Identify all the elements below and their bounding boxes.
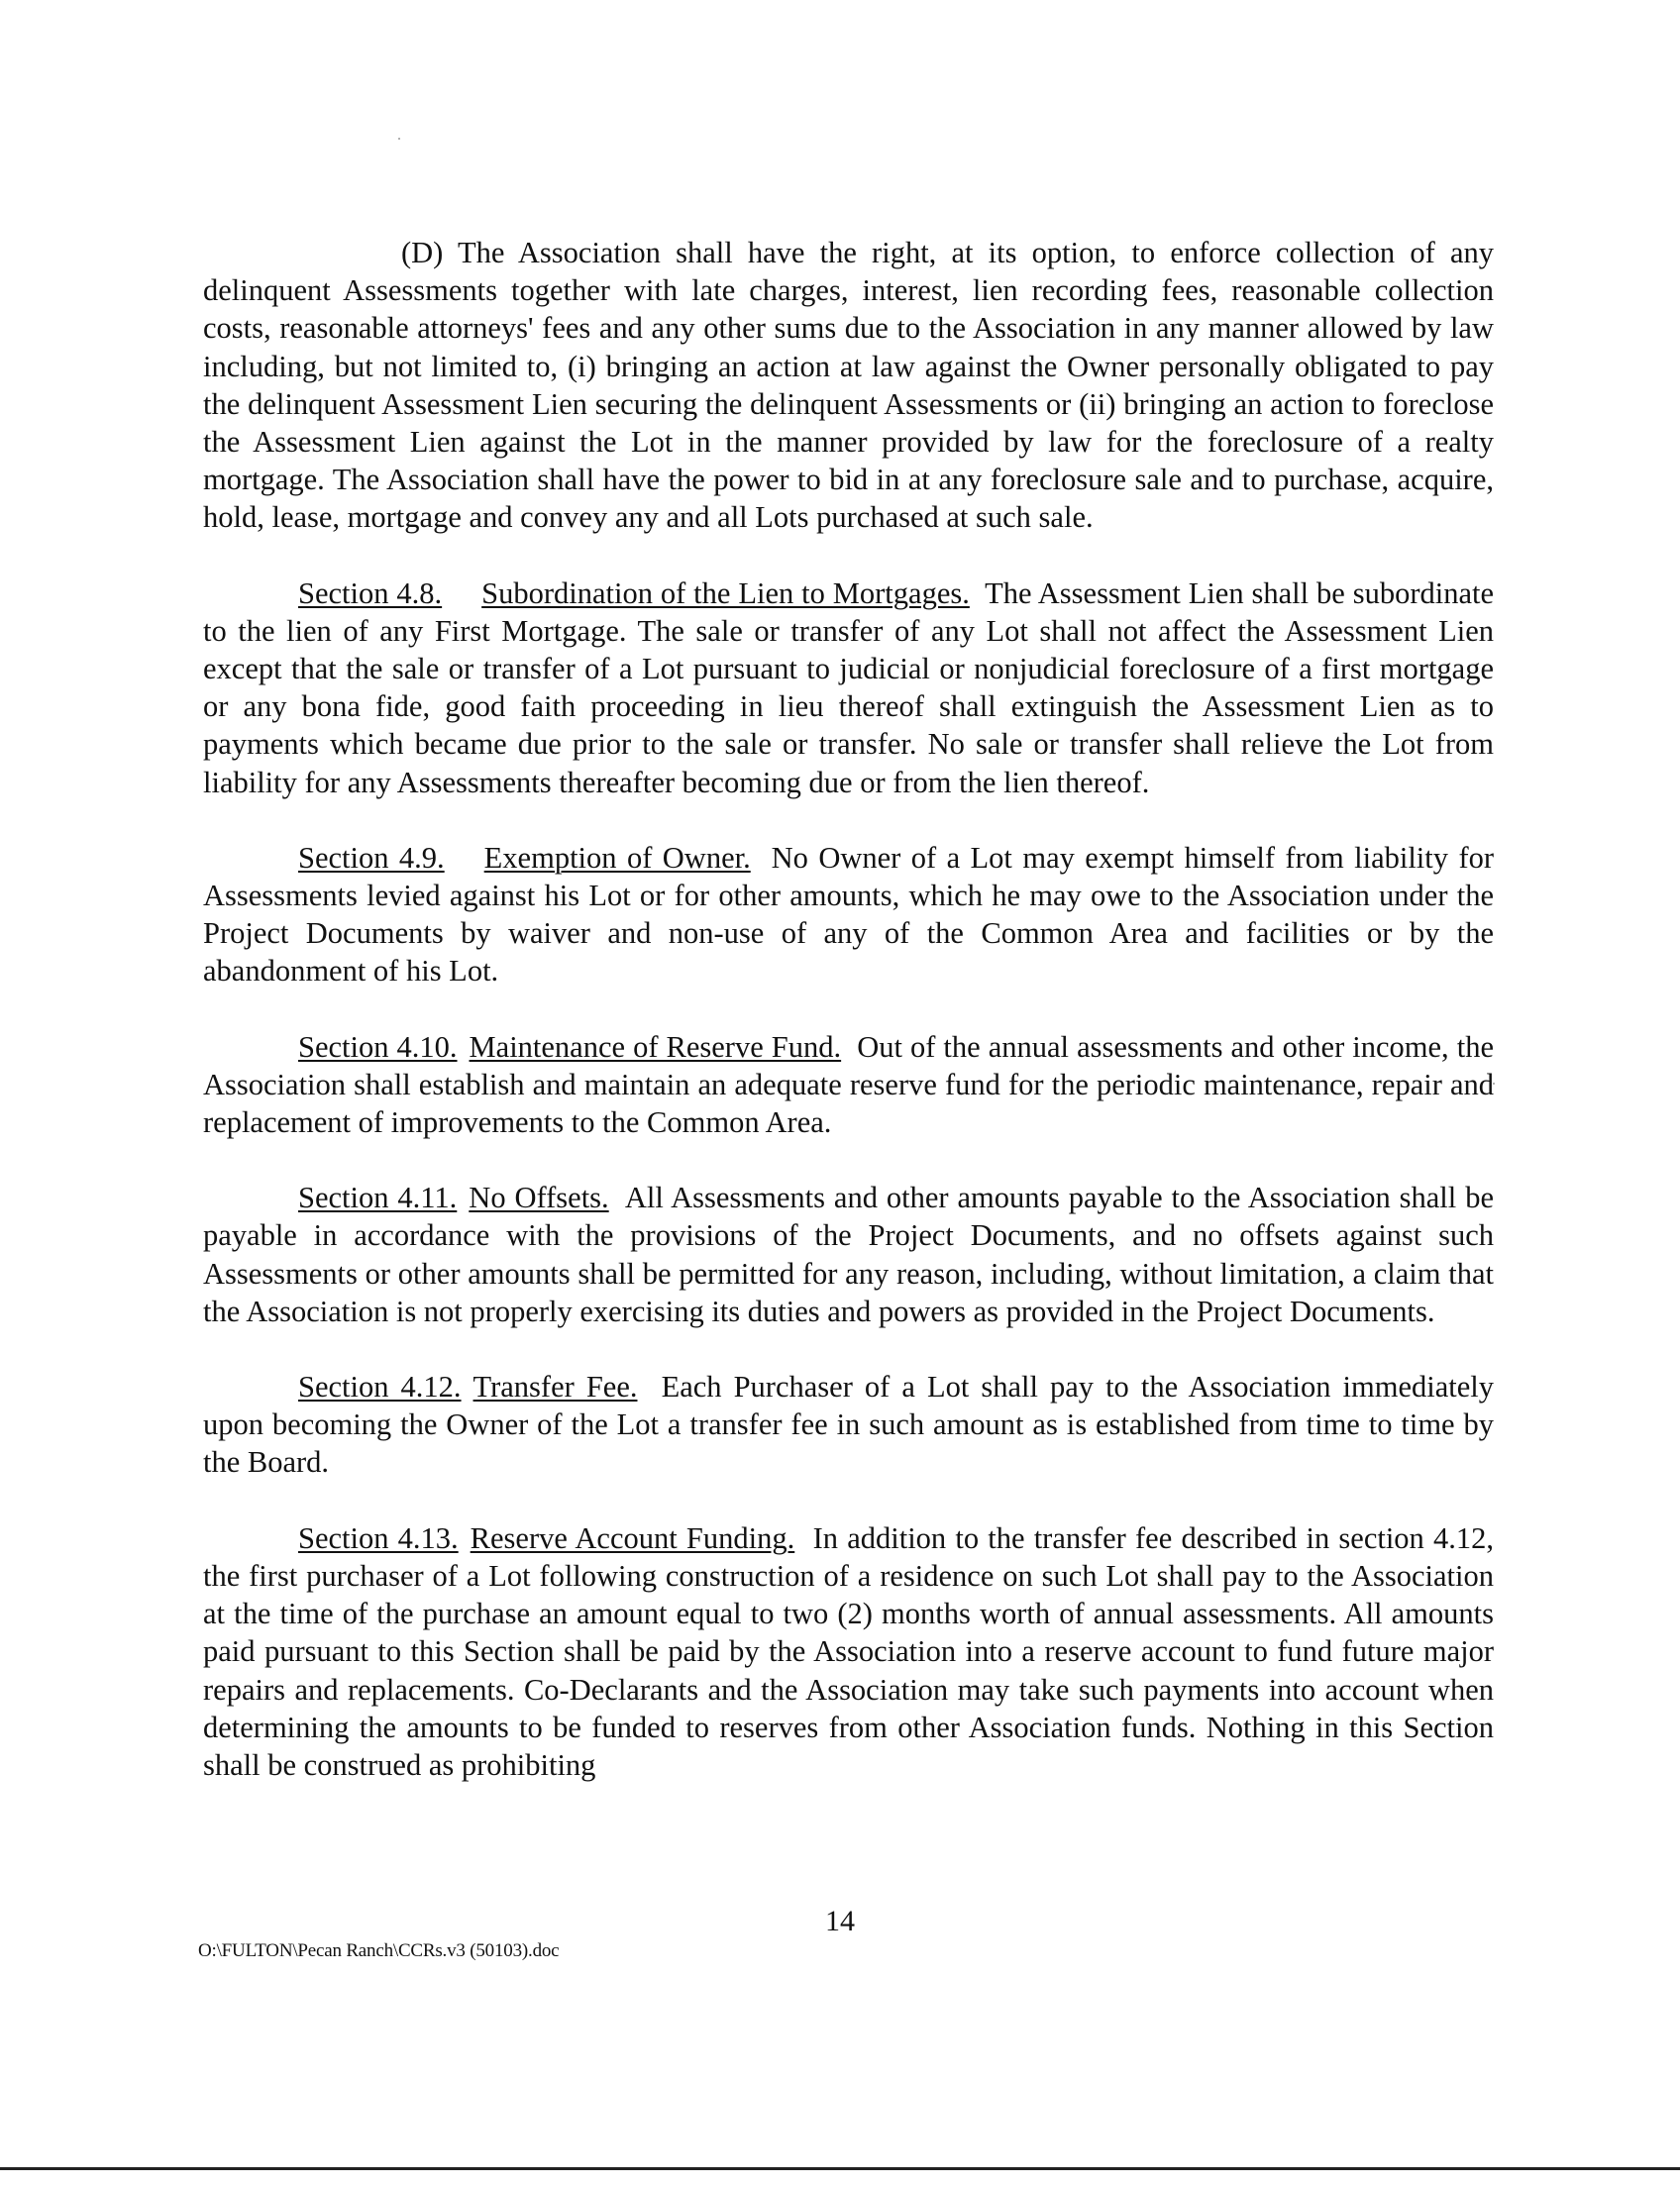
section-body: All Assessments and other amounts payable to the Association shall be payable in accordance with the provisions of the Project Documents, and no offsets against such Assessments or other amounts shall be permitted for any reason, including, without limitation, a claim that the Association is not properly exercising its duties and powers as provided in the Project Documents. <box>203 1181 1494 1328</box>
section-title: Maintenance of Reserve Fund. <box>469 1029 842 1064</box>
scan-bottom-edge <box>0 2167 1680 2170</box>
document-body <box>203 234 1494 1784</box>
section-body: The Assessment Lien shall be subordinate to the lien of any First Mortgage. The sale or transfer of any Lot shall not affect the Assessment Lien except that the sale or transfer of a Lot pursuant to judicial or nonjudicial foreclosure of a first mortgage or any bona fide, good faith proceeding in lieu thereof shall extinguish the Assessment Lien as to payments which became due prior to the sale or transfer. No sale or transfer shall relieve the Lot from liability for any Assessments thereafter becoming due or from the lien thereof. <box>203 575 1494 799</box>
section-body: Each Purchaser of a Lot shall pay to the Association immediately upon becoming the Owner of the Lot a transfer fee in such amount as is established from time to time by the Board. <box>203 1370 1494 1480</box>
section-body: No Owner of a Lot may exempt himself from liability for Assessments levied against his Lot or for other amounts, which he may owe to the Association under the Project Documents by waiver and non-use of any of the Common Area and facilities or by the abandonment of his Lot. <box>203 840 1495 989</box>
section-number: Section 4.10. <box>298 1029 458 1064</box>
paragraph-d <box>203 234 1494 537</box>
section-4-10 <box>203 1028 1494 1142</box>
scan-speck <box>398 138 400 140</box>
paragraph-d-text: (D) The Association shall have the right, at its option, to enforce collection of any delinquent Assessments together with late charges, interest, lien recording fees, reasonable collection costs, reasonable attorneys' fees and any other sums due to the Association in any manner allowed by law including, but not limited to, (i) bringing an action at law against the Owner personally obligated to pay the delinquent Assessment Lien securing the delinquent Assessments or (ii) bringing an action to foreclose the Assessment Lien against the Lot in the manner provided by law for the foreclosure of a realty mortgage. The Association shall have the power to bid in at any foreclosure sale and to purchase, acquire, hold, lease, mortgage and convey any and all Lots purchased at such sale. <box>203 236 1494 535</box>
section-4-8 <box>203 574 1494 801</box>
file-path: O:\FULTON\Pecan Ranch\CCRs.v3 (50103).doc <box>198 1940 560 1961</box>
section-body: Out of the annual assessments and other income, the Association shall establish and maintain an adequate reserve fund for the periodic maintenance, repair and replacement of improvements to the Common Area. <box>203 1029 1494 1140</box>
section-number: Section 4.11. <box>298 1181 458 1215</box>
section-number: Section 4.13. <box>298 1520 459 1555</box>
section-4-11 <box>203 1179 1494 1330</box>
section-title: Subordination of the Lien to Mortgages. <box>481 575 970 610</box>
section-title: Reserve Account Funding. <box>470 1520 795 1555</box>
section-body: In addition to the transfer fee described in section 4.12, the first purchaser of a Lot following construction of a residence on such Lot shall pay to the Association at the time of the purchase an amount equal to two (2) months worth of annual assessments. All amounts paid pursuant to this Section shall be paid by the Association into a reserve account to fund future major repairs and replacements. Co-Declarants and the Association may take such payments into account when determining the amounts to be funded to reserves from other Association funds. Nothing in this Section shall be construed as prohibiting <box>203 1520 1494 1782</box>
section-4-9 <box>203 839 1494 990</box>
section-number: Section 4.8. <box>298 575 443 610</box>
section-4-13 <box>203 1519 1494 1784</box>
section-title: Exemption of Owner. <box>483 840 751 875</box>
section-4-12 <box>203 1368 1494 1482</box>
section-title: Transfer Fee. <box>472 1370 638 1405</box>
section-number: Section 4.9. <box>298 840 445 875</box>
page-number: 14 <box>825 1905 855 1937</box>
section-title: No Offsets. <box>469 1181 609 1215</box>
section-number: Section 4.12. <box>298 1370 462 1405</box>
